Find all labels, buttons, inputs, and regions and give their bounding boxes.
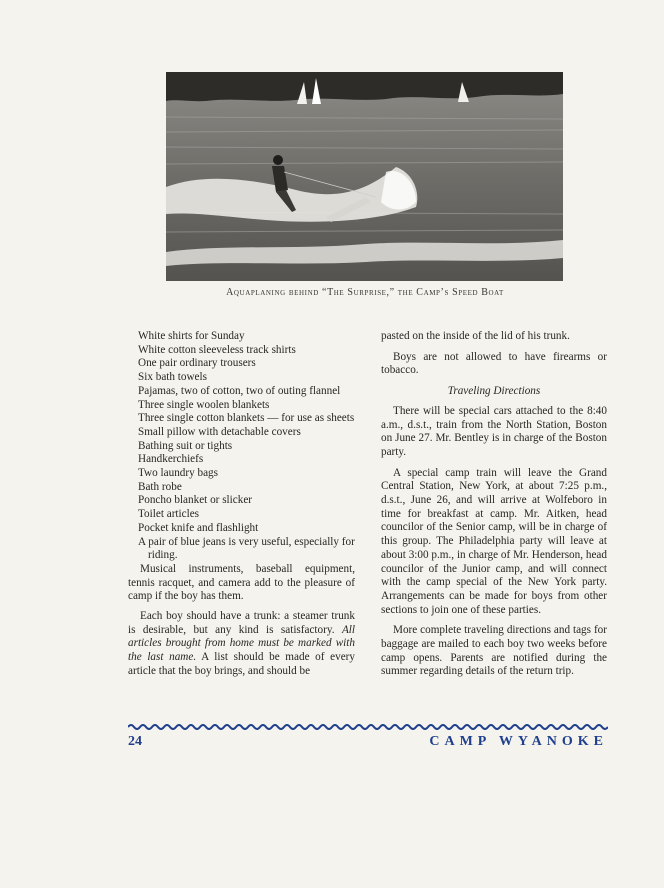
list-item: Small pillow with detachable covers [138, 425, 301, 438]
list-item: Toilet articles [138, 508, 200, 521]
list-item: Three single woolen blankets [138, 398, 270, 411]
paragraph-boston-party: There will be special cars attached to the 8:40 a.m., d.s.t., train from the North Station, Boston on June 27. Mr. Bentley is in charge of the Boston party. [381, 404, 607, 458]
packing-list [128, 330, 355, 563]
aquaplaning-photo-graphic [166, 72, 563, 281]
list-item: Handkerchiefs [138, 453, 204, 466]
list-item: Bathing suit or tights [138, 439, 233, 452]
list-item: Three single cotton blankets — for use as sheets [138, 412, 355, 425]
list-item: Bath robe [138, 480, 182, 493]
trunk-text-italic: All articles brought from home must be marked with the last name. [128, 623, 355, 664]
section-heading-traveling-directions: Traveling Directions [447, 385, 541, 398]
paragraph-pasted: pasted on the inside of the lid of his trunk. [381, 330, 570, 342]
caption-part-3: the Camp’s Speed Boat [394, 287, 504, 298]
page-number: 24 [128, 734, 142, 749]
caption-boat-name: “The Surprise,” [322, 287, 395, 298]
camp-name: CAMP WYANOKE [429, 734, 608, 749]
list-item: Poncho blanket or slicker [138, 494, 253, 507]
list-item: Pocket knife and flashlight [138, 521, 259, 534]
list-item: Pajamas, two of cotton, two of outing flannel [138, 384, 341, 397]
list-item: Six bath towels [138, 371, 207, 384]
paragraph-baggage-tags: More complete traveling directions and tags for baggage are mailed to each boy two weeks before camp opens. Parents are notified during the summer regarding details of the return trip. [381, 624, 607, 678]
paragraph-musical-instruments: Musical instruments, baseball equipment, tennis racquet, and camera add to the pleasure of camp if the boy has them. [128, 562, 355, 603]
list-item: One pair ordinary trousers [138, 357, 256, 370]
page-footer [128, 734, 608, 754]
list-item: Two laundry bags [138, 467, 218, 480]
photo-caption [140, 287, 590, 298]
paragraph-firearms: Boys are not allowed to have firearms or tobacco. [381, 350, 607, 377]
list-item: A pair of blue jeans is very useful, especially for riding. [138, 535, 355, 562]
caption-part-1: Aquaplaning behind [226, 287, 323, 298]
trunk-text-a: Each boy should have a trunk: a steamer trunk is desirable, but any kind is satisfactory. [128, 610, 355, 636]
aquaplaning-photo [166, 72, 563, 281]
list-item: White cotton sleeveless track shirts [138, 343, 296, 356]
left-column [128, 330, 355, 685]
list-item: White shirts for Sunday [138, 330, 245, 342]
trunk-text-b: A list should be made of every article that the boy brings, and should be [128, 651, 355, 677]
paragraph-new-york-party: A special camp train will leave the Grand Central Station, New York, at about 7:25 p.m., d.s.t., June 26, and will arrive at Wolfeboro in time for breakfast at camp. Mr. Aitken, head councilor of the Senior camp, will be in charge of this group. The Philadelphia party will leave at about 3:00 p.m., in charge of Mr. Henderson, head councilor of the Junior camp, and will connect with the camp special of the New York party. Arrangements can be made for boys from other sections to join one of these parties. [381, 466, 607, 616]
wave-line [128, 725, 608, 729]
footer-wave-rule [128, 722, 608, 732]
paragraph-trunk [128, 610, 355, 679]
right-column [381, 330, 607, 686]
